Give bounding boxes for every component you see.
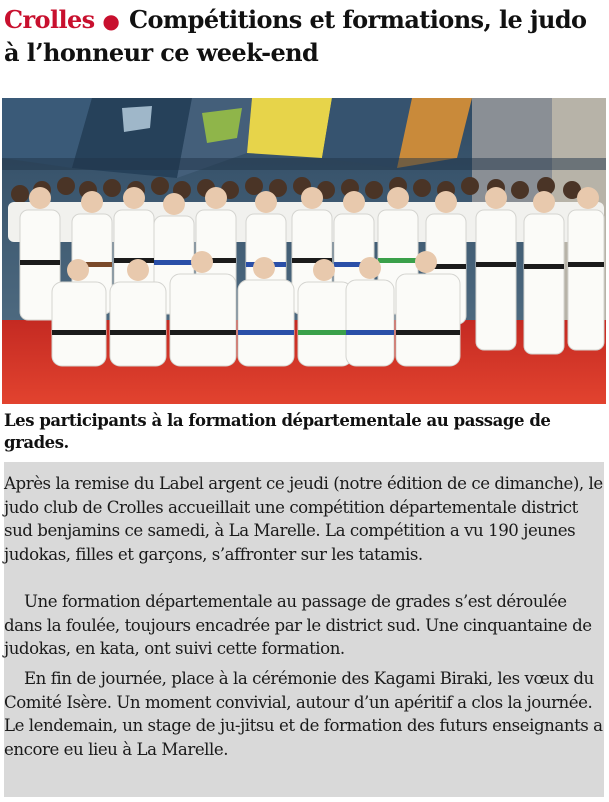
article-paragraph: Après la remise du Label argent ce jeudi (notre édition de ce dimanche), le judo club de Crolles accueillait une compétition départementale district sud benjamins ce samedi, à La Marelle. La compétition a vu 190 jeunes judokas, filles et garçons, s’affronter sur les tatamis.: [4, 474, 603, 564]
photo-caption: Les participants à la formation départementale au passage de grades.: [4, 411, 551, 452]
group-photo: [2, 98, 606, 404]
article-paragraph: Une formation départementale au passage de grades s’est déroulée dans la foulée, toujours encadrée par le district sud. Une cinquantaine de judokas, en kata, ont suivi cette formation.: [4, 592, 592, 658]
article-paragraph: En fin de journée, place à la cérémonie des Kagami Biraki, les vœux du Comité Isère. Un moment convivial, autour d’un apéritif a clos la journée. Le lendemain, un stage de ju-jitsu et de formation des futurs enseignants a encore eu lieu à La Marelle.: [4, 669, 603, 759]
bullet-icon: ●: [102, 9, 120, 33]
article-headline: [4, 4, 604, 69]
location-label: Crolles: [4, 5, 95, 34]
headline-text: Compétitions et formations, le judo à l’honneur ce week-end: [4, 5, 587, 67]
